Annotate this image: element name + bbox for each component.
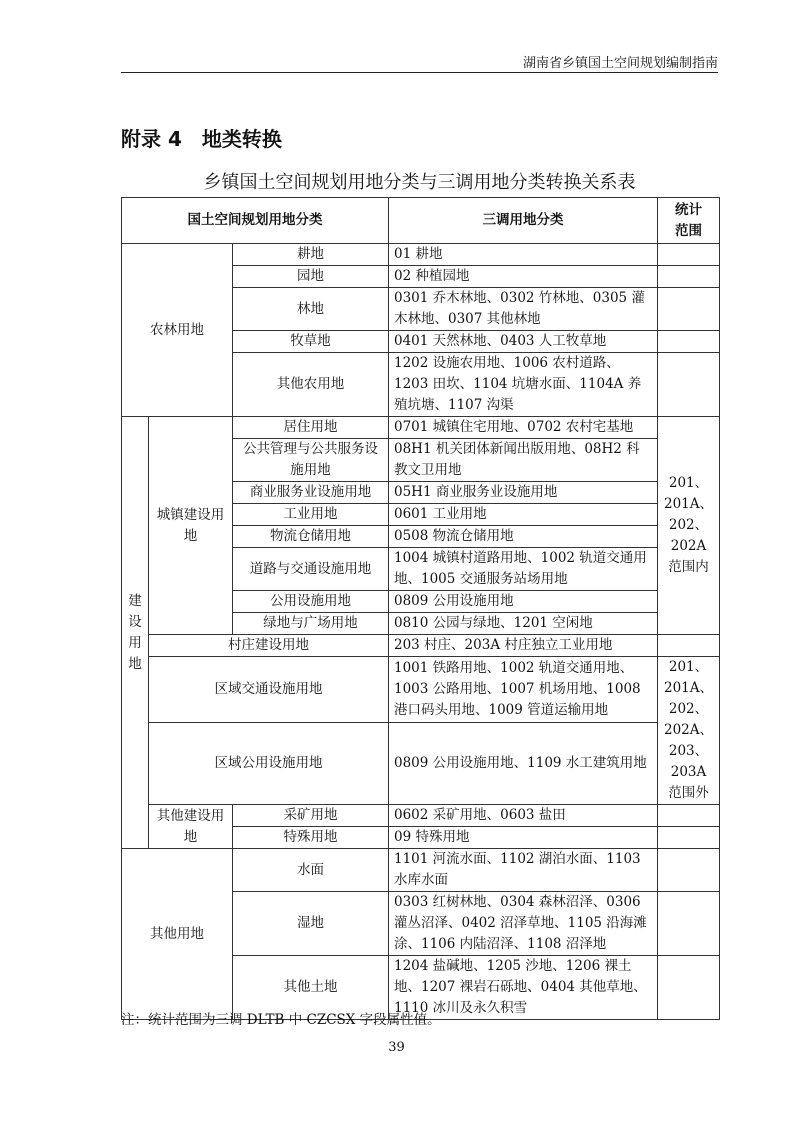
range-cell xyxy=(658,353,720,417)
range-cell xyxy=(658,635,720,657)
class-cell: 特殊用地 xyxy=(233,827,389,849)
class-cell: 居住用地 xyxy=(233,417,389,439)
conversion-table xyxy=(121,197,720,1020)
range-cell xyxy=(658,244,720,266)
class-cell: 耕地 xyxy=(233,244,389,266)
range-cell xyxy=(658,805,720,827)
range-cell xyxy=(658,266,720,288)
survey-cell: 0601 工业用地 xyxy=(389,504,658,526)
range-cell xyxy=(658,892,720,956)
table-row xyxy=(122,244,720,266)
class-cell: 工业用地 xyxy=(233,504,389,526)
class-cell: 林地 xyxy=(233,288,389,331)
group-qitajs: 其他建设用地 xyxy=(149,805,233,849)
class-cell: 牧草地 xyxy=(233,331,389,353)
survey-cell: 0401 天然林地、0403 人工牧草地 xyxy=(389,331,658,353)
table-row xyxy=(122,849,720,892)
survey-cell: 0508 物流仓储用地 xyxy=(389,526,658,548)
class-cell: 园地 xyxy=(233,266,389,288)
range-in-cell: 201、201A、202、202A 范围内 xyxy=(658,417,720,635)
table-row xyxy=(122,723,720,805)
survey-cell: 1004 城镇村道路用地、1002 轨道交通用地、1005 交通服务站场用地 xyxy=(389,548,658,591)
range-cell xyxy=(658,331,720,353)
range-cell xyxy=(658,288,720,331)
survey-cell: 1202 设施农用地、1006 农村道路、1203 田坎、1104 坑塘水面、1104A 养殖坑塘、1107 沟渠 xyxy=(389,353,658,417)
class-cell: 其他土地 xyxy=(233,956,389,1020)
class-cell: 道路与交通设施用地 xyxy=(233,548,389,591)
range-cell xyxy=(658,956,720,1020)
class-cell: 区域公用设施用地 xyxy=(149,723,389,805)
class-cell: 水面 xyxy=(233,849,389,892)
survey-cell: 05H1 商业服务业设施用地 xyxy=(389,482,658,504)
survey-cell: 0303 红树林地、0304 森林沼泽、0306 灌丛沼泽、0402 沼泽草地、1105 沿海滩涂、1106 内陆沼泽、1108 沼泽地 xyxy=(389,892,658,956)
range-cell xyxy=(658,827,720,849)
class-cell: 绿地与广场用地 xyxy=(233,613,389,635)
survey-cell: 09 特殊用地 xyxy=(389,827,658,849)
class-cell: 物流仓储用地 xyxy=(233,526,389,548)
table-row xyxy=(122,635,720,657)
col-header-range: 统计范围 xyxy=(658,198,720,244)
table-row xyxy=(122,657,720,723)
group-nonglin: 农林用地 xyxy=(122,244,233,417)
col-header-plan: 国土空间规划用地分类 xyxy=(122,198,389,244)
survey-cell: 02 种植园地 xyxy=(389,266,658,288)
survey-cell: 1101 河流水面、1102 湖泊水面、1103 水库水面 xyxy=(389,849,658,892)
survey-cell: 0602 采矿用地、0603 盐田 xyxy=(389,805,658,827)
class-cell: 公共管理与公共服务设施用地 xyxy=(233,439,389,482)
survey-cell: 203 村庄、203A 村庄独立工业用地 xyxy=(389,635,658,657)
survey-cell: 0301 乔木林地、0302 竹林地、0305 灌木林地、0307 其他林地 xyxy=(389,288,658,331)
survey-cell: 0701 城镇住宅用地、0702 农村宅基地 xyxy=(389,417,658,439)
group-chengzhen: 城镇建设用地 xyxy=(149,417,233,635)
survey-cell: 0810 公园与绿地、1201 空闲地 xyxy=(389,613,658,635)
class-cell: 区域交通设施用地 xyxy=(149,657,389,723)
running-header: 湖南省乡镇国土空间规划编制指南 xyxy=(522,56,718,71)
class-cell: 公用设施用地 xyxy=(233,591,389,613)
range-cell xyxy=(658,849,720,892)
survey-cell: 01 耕地 xyxy=(389,244,658,266)
survey-cell: 0809 公用设施用地 xyxy=(389,591,658,613)
class-cell: 采矿用地 xyxy=(233,805,389,827)
page-number: 39 xyxy=(388,1040,405,1055)
survey-cell: 0809 公用设施用地、1109 水工建筑用地 xyxy=(389,723,658,805)
table-title: 乡镇国土空间规划用地分类与三调用地分类转换关系表 xyxy=(203,172,636,193)
class-cell: 其他农用地 xyxy=(233,353,389,417)
table-note: 注：统计范围为三调 DLTB 中 CZCSX 字段属性值。 xyxy=(121,1012,441,1028)
table-row xyxy=(122,805,720,827)
survey-cell: 1204 盐碱地、1205 沙地、1206 裸土地、1207 裸岩石砾地、0404 其他草地、1110 冰川及永久积雪 xyxy=(389,956,658,1020)
group-qita: 其他用地 xyxy=(122,849,233,1020)
table-row xyxy=(122,417,720,439)
survey-cell: 08H1 机关团体新闻出版用地、08H2 科教文卫用地 xyxy=(389,439,658,482)
header-rule xyxy=(121,72,718,73)
class-cell: 商业服务业设施用地 xyxy=(233,482,389,504)
class-cell: 湿地 xyxy=(233,892,389,956)
class-cell: 村庄建设用地 xyxy=(149,635,389,657)
group-jianshe xyxy=(122,417,149,849)
group-jianshe-label: 建设用地 xyxy=(128,592,142,672)
appendix-heading: 附录 4 地类转换 xyxy=(121,127,282,151)
col-header-survey: 三调用地分类 xyxy=(389,198,658,244)
survey-cell: 1001 铁路用地、1002 轨道交通用地、1003 公路用地、1007 机场用地、1008 港口码头用地、1009 管道运输用地 xyxy=(389,657,658,723)
table-header-row xyxy=(122,198,720,244)
range-out-cell: 201、201A、202、202A、203、203A 范围外 xyxy=(658,657,720,805)
